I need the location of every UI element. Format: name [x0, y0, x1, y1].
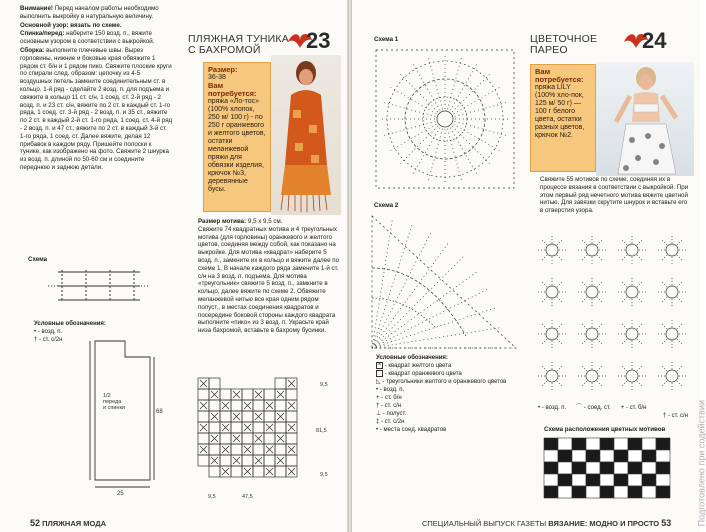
tunic-title-line2: С БАХРОМОЙ — [188, 44, 261, 56]
pareo-title — [530, 34, 597, 56]
motif-size-value: 9,5 х 9,5 см. — [247, 218, 283, 225]
pareo-number: 24 — [642, 28, 667, 53]
right-page-number: 53 — [661, 518, 672, 528]
needs-text: пряжа «Ло-тос» (100% хлопок, 250 м/ 100 г) - по 250 г оранжевого и желтого цветов, остатки меланжевой пряжи для обвязки изделия, крючок №3, деревянные бусы. — [208, 98, 266, 193]
left-col1-text — [8, 5, 173, 172]
back-text: наберите 150 возд. п., вяжите основным узором в соответствии с выкройкой. — [20, 30, 155, 46]
tunic-model-photo — [271, 55, 341, 215]
dim-9-5-b: 9,5 — [320, 472, 328, 478]
dim-81-5: 81,5 — [316, 428, 327, 434]
size-label: Размер: — [208, 65, 238, 74]
legend2-dc: † - ст. с/н — [662, 413, 688, 419]
dim-9-5-a: 9,5 — [320, 382, 328, 388]
main-pattern-label: Основной узор: — [20, 21, 69, 29]
dim-25: 25 — [117, 491, 124, 497]
motif-size-label: Размер мотива: — [198, 218, 247, 225]
left-legend-title: Условные обозначения: — [34, 321, 106, 327]
legend-sc: + - ст. б/н — [376, 395, 402, 402]
pattern-label-3: и спинки — [103, 405, 125, 411]
right-legend-title: Условные обозначения: — [376, 355, 448, 361]
left-scheme-grid — [40, 262, 160, 307]
pareo-title-line2: ПАРЕО — [530, 44, 568, 56]
main-pattern-text: вязать по схеме. — [70, 21, 122, 29]
legend-hdc: ⊥ - полуст. — [376, 411, 407, 418]
pareo-body — [530, 176, 692, 215]
pareo-body-text: Свяжите 55 мотивов по схеме, соединяя их в процессе вязания в соответствии с выкройкой. При этом первый ряд нечетного мотива вяжите цветной нитью. Для завязки скрутите шнурок и вставьте его в отверстия узора. — [540, 176, 689, 215]
needs-label: Вам потребуется: — [208, 81, 257, 98]
pattern-label-2: переда — [103, 399, 122, 405]
left-pattern-outline — [70, 335, 170, 500]
scheme1-diagram — [370, 44, 520, 194]
legend-tr: ‡ - ст. с/2н — [376, 419, 405, 426]
back-label: Спинка/перед: — [20, 30, 65, 38]
tunic-title — [188, 34, 289, 56]
legend-ch: • - возд. п. — [376, 387, 405, 394]
right-footer — [422, 518, 671, 528]
assembly-text: выполните плечевые швы. Вырез горловины, нижние и боковые края обвяжите 1 рядом ст. б/н и 1 рядом пико. Свяжите плоские круги по спирали след. образом: цепочку из 4-5 воздушных петель замкните соединительным ст. в кольцо. 1-й ряд - сделайте 2 возд. п. для подъема и свяжите в кольцо 11 ст. с/н, 1 соед. ст. 2-й ряд - 2 возд. п. и 23 ст. с/н, вяжите по 2 ст. в каждый ст. 1-го ряда, 1 соед. ст. 3-й ряд - 2 возд. п. и 35 ст., вяжите по 2 ст. в каждый 2-й ст. 1-го ряда, 1 соед. ст. 4-й ряд - 2 возд. п. и 47 ст., вяжите по 2 ст. в каждый 3-й ст. 1-го ряда, 1 соед. ст. Далее вяжите, делая 12 прибавок в каждом ряду. Пришейте полоски к тунике, как изображено на фото. Свяжите 2 шнурка из возд. п. длиной по 50-60 см и соедините переднюю и заднюю детали. — [20, 46, 173, 171]
legend2-sl: ⌒ - соед. ст. — [576, 405, 611, 411]
left-legend-item-2: † - ст. с/2н — [34, 337, 63, 343]
left-page-number: 52 — [30, 518, 41, 528]
tunic-number: 23 — [306, 28, 331, 53]
right-legend-2 — [538, 404, 698, 420]
right-legend — [376, 354, 536, 434]
scheme2-label: Схема 2 — [374, 202, 399, 209]
watermark: Подготовлено при содействии — [696, 400, 706, 527]
legend-triangles: ◺ - треугольники желтого и оранжевого цветов — [376, 379, 507, 386]
pareo-model-photo — [596, 62, 694, 176]
left-legend-item-1: • - возд. п. — [34, 329, 63, 335]
pareo-lace-chart — [530, 228, 692, 403]
tunic-info-box — [203, 62, 271, 212]
scheme2-diagram — [366, 208, 521, 356]
pareo-info-box — [530, 64, 596, 172]
motif-layout-label: Схема расположения цветных мотивов — [544, 426, 666, 433]
legend-orange-square: - квадрат оранжевого цвета — [376, 370, 536, 378]
tunic-motif-layout — [190, 372, 340, 504]
left-page — [0, 0, 348, 532]
assembly-label: Сборка: — [20, 46, 45, 54]
right-footer-text-a: СПЕЦИАЛЬНЫЙ ВЫПУСК ГАЗЕТЫ — [422, 519, 549, 528]
color-motif-layout-grid — [542, 436, 682, 498]
tunic-body — [188, 218, 340, 335]
legend2-sc: + - ст. б/н — [620, 405, 647, 411]
attention-label: Внимание! — [20, 5, 53, 12]
left-footer-text: ПЛЯЖНАЯ МОДА — [42, 519, 106, 528]
dim-9-5-c: 9,5 — [208, 494, 216, 500]
legend-dc: † - ст. с/н — [376, 403, 402, 410]
dim-68: 68 — [156, 409, 163, 415]
left-scheme-label: Схема — [28, 256, 48, 263]
tunic-title-line1: ПЛЯЖНАЯ ТУНИКА — [188, 33, 289, 45]
attention-text: Перед началом работы необходимо выполнить выкройку в натуральную величину. — [20, 5, 159, 20]
right-footer-text-b: ВЯЗАНИЕ: МОДНО И ПРОСТО — [548, 519, 660, 528]
legend-join: • - места соед. квадратов — [376, 427, 447, 434]
size-value: 36-38 — [208, 74, 226, 81]
pareo-needs-text: пряжа LILY (100% хло-пок, 125 м/ 50 г) — 100 г белого цвета, остатки разных цветов, крючок №2. — [535, 84, 585, 139]
dim-47-5: 47,5 — [242, 494, 253, 500]
legend-yellow-square: × - квадрат желтого цвета — [377, 362, 452, 370]
right-page — [352, 0, 706, 532]
legend2-ch: • - возд. п. — [538, 405, 567, 411]
tunic-body-text: Свяжите 74 квадратных мотива и 4 треугольных мотива (для горловины) оранжевого и желтого цветов, соединяя между собой, как показано на выкройке. Для мотива «квадрат» наберите 5 возд. п., замкните их в кольцо и вяжите далее по схеме 1. В начале каждого ряда замените 1-й ст. с/н на 3 возд. п. подъема. Для мотива «треугольник» свяжите 5 возд. п., замкните в кольцо, далее вяжите по схеме 2. Обвяжите меланжевой нитью все края одним рядом полуст., в местах соединения квадратов и посередине боковой стороны каждого квадрата выполните «пико» из 3 возд. п. Украсьте край низа бахромой, вставьте в бахрому бусинки. — [198, 225, 340, 335]
pareo-title-line1: ЦВЕТОЧНОЕ — [530, 33, 598, 45]
pattern-label-1: 1/2 — [103, 393, 111, 399]
left-footer — [30, 518, 106, 528]
pareo-needs-label: Вам потребуется: — [535, 67, 584, 84]
scheme1-label: Схема 1 — [374, 36, 399, 43]
